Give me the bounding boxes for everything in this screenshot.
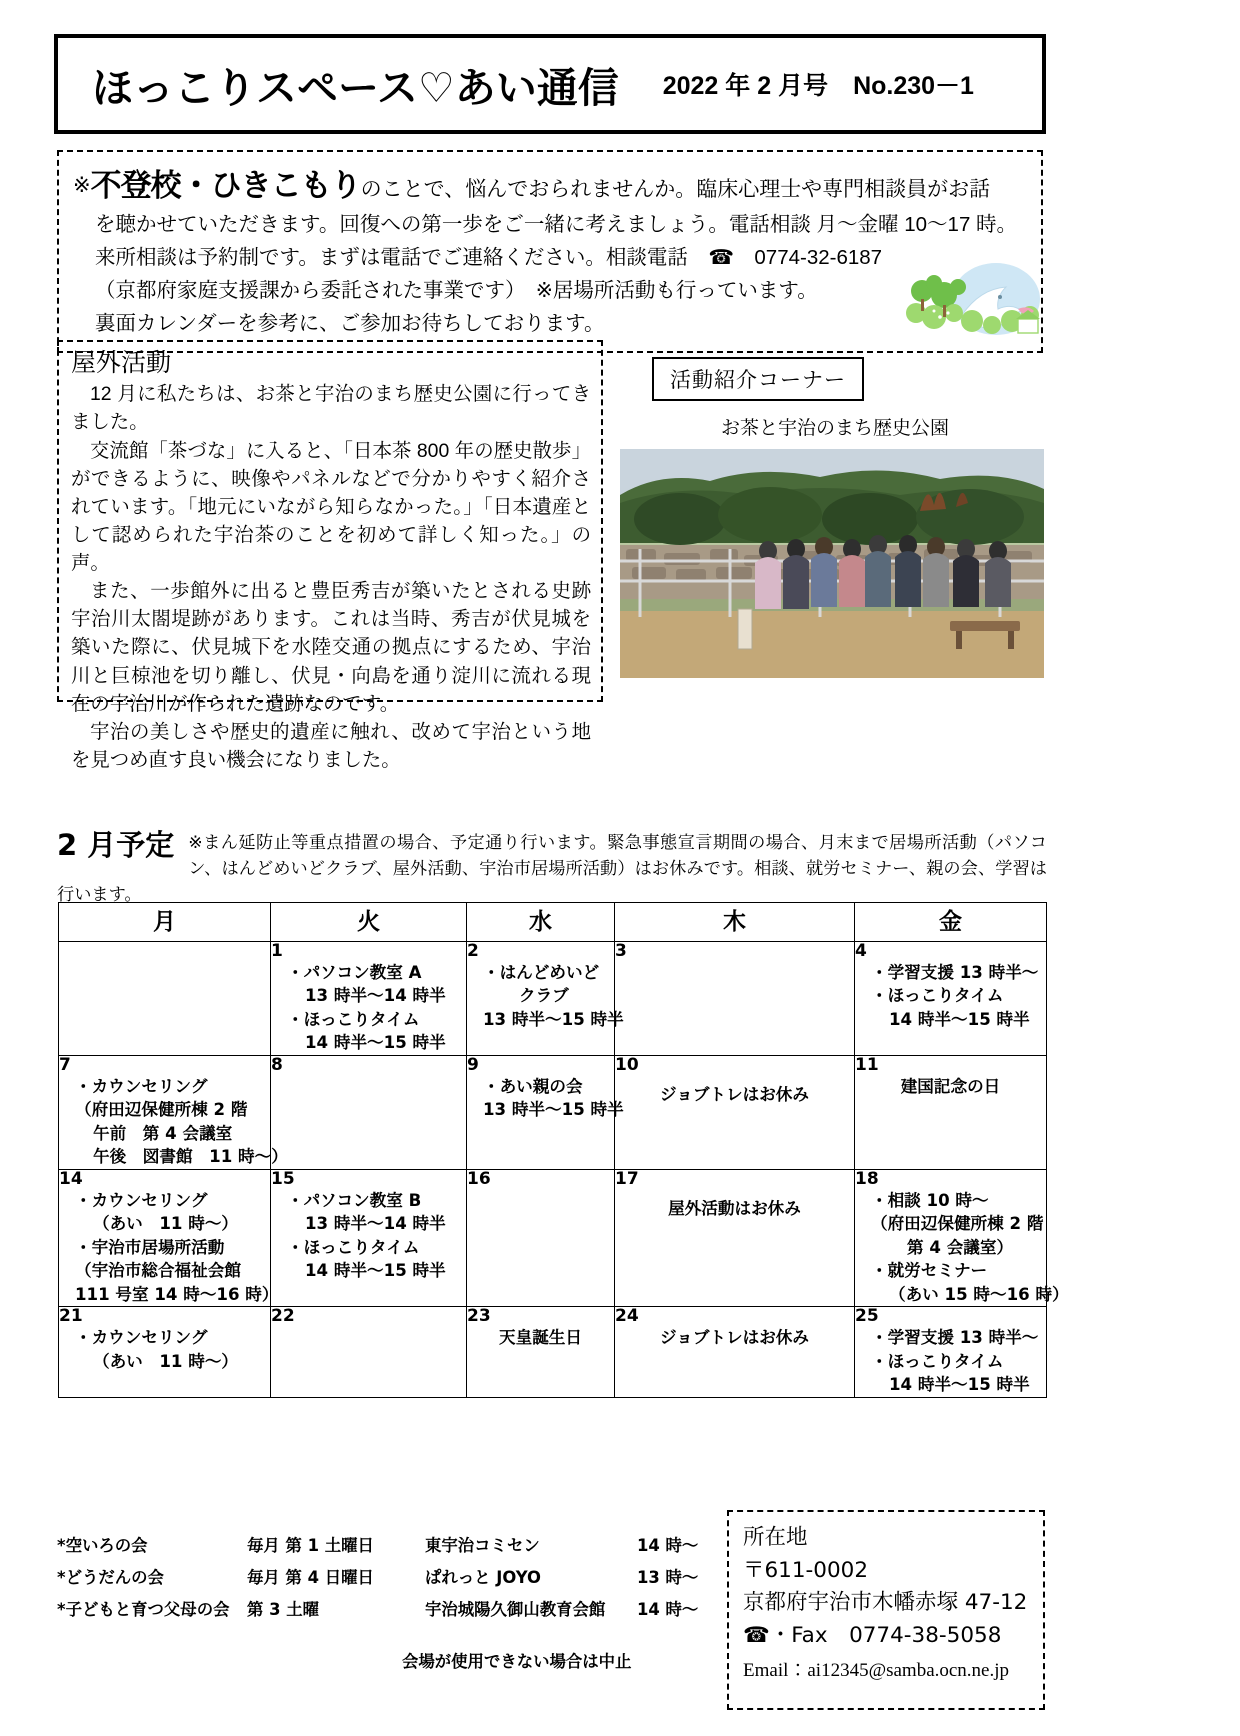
calendar-day-number: 10 [615,1054,639,1075]
calendar-day-number: 7 [59,1054,71,1075]
calendar-day-cell[interactable] [615,1307,855,1397]
group-time: 14 時～ [637,1536,699,1555]
calendar-event: ・ほっこりタイム [287,1009,420,1029]
calendar-event: 13 時半～14 時半 [305,1214,446,1234]
calendar-event: 14 時半～15 時半 [305,1261,446,1281]
calendar-day-cell[interactable] [855,942,1047,1056]
group-when: 第 3 土曜 [247,1599,319,1619]
calendar-event: 午前 第 4 会議室 [93,1123,233,1143]
calendar-col-friday: 金 [855,903,1047,942]
calendar-day-number: 24 [615,1306,639,1327]
calendar-day-cell[interactable] [467,1169,615,1307]
calendar-event: （府田辺保健所棟 2 階 [871,1214,1044,1234]
article-paragraph: 12 月に私たちは、お茶と宇治のまち歴史公園に行ってきました。 [71,383,591,434]
calendar-event: 14 時半～15 時半 [889,1375,1030,1395]
calendar-event: 13 時半～15 時半 [483,1100,624,1120]
calendar-day-cell[interactable] [615,1055,855,1169]
calendar-day-cell[interactable] [271,1169,467,1307]
calendar-day-cell[interactable] [855,1168,1069,1307]
calendar-day-number: 21 [59,1306,83,1327]
notice-lead-rest: のことで、悩んでおられませんか。臨床心理士や専門相談員がお話 [360,178,991,201]
calendar-event: 111 号室 14 時～16 時） [75,1284,279,1304]
calendar-event: ・ほっこりタイム [287,1237,420,1257]
street-address: 京都府宇治市木幡赤塚 47-12 [743,1590,1028,1616]
calendar-event: （あい 15 時～16 時） [889,1284,1069,1304]
calendar-day-cell[interactable] [59,1054,288,1169]
calendar-event: ・はんどめいど [483,962,600,982]
article-box [57,340,603,771]
group-when: 毎月 第 4 日曜日 [247,1567,374,1587]
calendar-event: ・カウンセリング [75,1190,208,1210]
calendar-day-cell[interactable] [467,941,624,1056]
notice-headline: 不登校・ひきこもり [90,168,361,204]
calendar-day-number: 16 [467,1168,491,1189]
page-title: ほっこりスペース♡あい通信 [92,63,619,112]
calendar-day-number: 15 [271,1168,295,1189]
calendar-event: ・宇治市居場所活動 [75,1237,225,1257]
calendar-event-spacer [615,1075,854,1083]
group-name: *子どもと育つ父母の会 [57,1599,230,1619]
calendar-event: （府田辺保健所棟 2 階 [75,1100,248,1120]
calendar-event: ・カウンセリング [75,1076,208,1096]
calendar-event: ・ほっこりタイム [871,986,1004,1006]
calendar-day-number: 1 [271,941,283,961]
calendar-event: 14 時半～15 時半 [889,1009,1030,1029]
calendar-event-spacer [615,1189,854,1197]
calendar-day-number: 2 [467,941,479,961]
calendar-day-number: 11 [855,1054,879,1075]
calendar-event: ・相談 10 時～ [871,1190,989,1210]
calendar-event: （あい 11 時～） [93,1351,239,1371]
calendar-event: ・学習支援 13 時半～ [871,1328,1039,1348]
calendar-day-number: 18 [855,1168,879,1189]
calendar-day-number: 14 [59,1168,83,1189]
title-bar [54,34,1046,134]
notice-headline-row [73,166,1029,208]
group-name: *どうだんの会 [57,1567,164,1587]
calendar-day-cell[interactable] [271,1055,467,1169]
article-paragraph: 交流館「茶づな」に入ると、「日本茶 800 年の歴史散歩」ができるように、映像やパネルなどで分かりやすく紹介されています。「地元にいながら知らなかった。」「日本遺産として認められた宇治茶のことを初めて詳しく知った。」の声。 [71,439,591,574]
calendar-event: 午後 図書館 11 時～） [93,1147,288,1167]
calendar-day-number: 17 [615,1168,639,1189]
calendar-day-cell[interactable] [467,1307,615,1397]
calendar-day-number: 4 [855,941,867,961]
calendar-day-cell[interactable] [271,942,467,1056]
calendar-day-cell[interactable] [615,942,855,1056]
address-label: 所在地 [743,1525,808,1550]
group-place: 宇治城陽久御山教育会館 [425,1599,606,1619]
bird-leaf-logo-icon [900,255,1050,365]
calendar-event: ・ほっこりタイム [871,1351,1004,1371]
calendar-header-row [59,903,1047,942]
calendar-day-number: 3 [615,941,627,961]
notice-line-commission: （京都府家庭支援課から委託された事業です） ※居場所活動も行っています。 [95,279,818,303]
postal-code: 〒611-0002 [743,1557,869,1583]
email-address: Email：ai12345@samba.ocn.ne.jp [743,1659,1010,1681]
activity-corner-badge: 活動紹介コーナー [652,357,864,401]
calendar-event: 13 時半～15 時半 [483,1009,624,1029]
asterisk-mark-icon: ※ [73,174,91,197]
calendar-event: 第 4 会議室） [907,1237,1014,1257]
group-time: 14 時～ [637,1599,699,1619]
support-groups-list [57,1530,717,1672]
calendar-day-cell[interactable] [59,1168,279,1307]
group-name: *空いろの会 [57,1536,148,1555]
calendar-event: クラブ [519,986,569,1006]
address-box [727,1510,1045,1710]
calendar-col-monday: 月 [59,903,271,942]
notice-line-calendar: 裏面カレンダーを参考に、ご参加お待ちしております。 [95,312,605,336]
calendar-day-number: 9 [467,1054,479,1075]
calendar-day-cell[interactable] [271,1307,467,1397]
article-paragraph: また、一歩館外に出ると豊臣秀吉が築いたとされる史跡宇治川太閤堤跡があります。これは当時、秀吉が伏見城を築いた際に、伏見城下を水陸交通の拠点にするため、宇治川と巨椋池を切り離し、伏見・向島を通り淀川に流れる現在の宇治川が作られた遺跡なのです。 [71,580,591,715]
schedule-title: 2 月予定 [57,828,175,862]
calendar-day-number: 8 [271,1054,283,1075]
article-paragraph: 宇治の美しさや歴史的遺産に触れ、改めて宇治という地を見つめ直す良い機会になりました。 [71,720,591,771]
calendar-day-number: 22 [271,1306,295,1327]
calendar-event: ・パソコン教室 A [287,962,422,982]
calendar-event: 14 時半～15 時半 [305,1033,446,1053]
calendar-day-cell[interactable] [59,942,271,1056]
calendar-event: ジョブトレはお休み [659,1084,809,1104]
list-item [57,1562,717,1594]
calendar-week-row [59,1307,1047,1397]
photo-caption: お茶と宇治のまち歴史公園 [720,418,949,439]
calendar-event: ジョブトレはお休み [659,1328,809,1348]
group-place: ぱれっと JOYO [425,1567,541,1587]
calendar-event: （宇治市総合福祉会館 [75,1261,241,1281]
list-item [57,1530,717,1562]
calendar-col-thursday: 木 [615,903,855,942]
calendar-week-row [59,1169,1047,1307]
calendar-event: （あい 11 時～） [93,1214,239,1234]
calendar-event: 建国記念の日 [900,1076,1001,1096]
calendar-event: ・パソコン教室 B [287,1190,422,1210]
calendar-day-cell[interactable] [855,1055,1047,1169]
calendar-event: ・あい親の会 [483,1076,583,1096]
calendar-col-wednesday: 水 [467,903,615,942]
calendar-event: ・就労セミナー [871,1261,988,1281]
calendar-week-row [59,942,1047,1056]
calendar-event: 屋外活動はお休み [668,1198,801,1218]
group-time: 13 時～ [637,1567,699,1587]
telephone-fax: ☎・Fax 0774-38-5058 [743,1623,1002,1649]
article-title: 屋外活動 [71,349,172,377]
list-item [57,1594,717,1626]
calendar-table [58,902,1069,1398]
cancellation-note: 会場が使用できない場合は中止 [402,1651,632,1671]
calendar-event: ・カウンセリング [75,1328,208,1348]
activity-photo [620,449,1044,678]
notice-box [57,150,1043,353]
group-place: 東宇治コミセン [425,1536,540,1555]
calendar-event: 天皇誕生日 [499,1328,582,1348]
schedule-heading [57,830,1047,907]
notice-line-phone: 来所相談は予約制です。まずは電話でご連絡ください。相談電話 ☎ 0774-32-6187 [95,246,883,270]
calendar-week-row [59,1055,1047,1169]
calendar-day-cell[interactable] [615,1169,855,1307]
schedule-note: ※まん延防止等重点措置の場合、予定通り行います。緊急事態宣言期間の場合、月末まで居場所活動（パソコン、はんどめいどクラブ、屋外活動、宇治市居場所活動）はお休みです。相談、就労セミナー、親の会、学習は行います。 [57,832,1047,904]
calendar-day-number: 23 [467,1306,491,1327]
calendar-event: ・学習支援 13 時半～ [871,962,1039,982]
issue-number: 2022 年 2 月号 No.230－1 [662,72,974,100]
calendar-col-tuesday: 火 [271,903,467,942]
calendar-day-number: 25 [855,1306,879,1327]
notice-line: を聴かせていただきます。回復への第一歩をご一緒に考えましょう。電話相談 月～金曜 10～17 時。 [95,212,1018,236]
calendar-event: 13 時半～14 時半 [305,986,446,1006]
calendar-day-cell[interactable] [467,1054,624,1169]
group-when: 毎月 第 1 土曜日 [247,1536,374,1555]
calendar-day-cell[interactable] [855,1307,1047,1397]
calendar-day-cell[interactable] [59,1307,271,1397]
